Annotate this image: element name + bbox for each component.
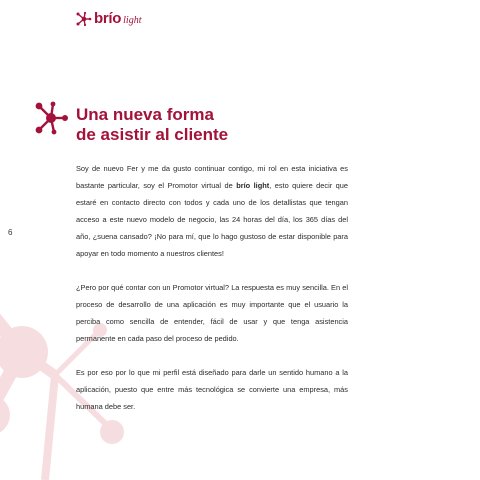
page-title: [76, 105, 376, 145]
title-line-2: de asistir al cliente: [76, 125, 229, 144]
body-text: [76, 160, 348, 432]
page-number: 6: [8, 228, 13, 237]
paragraph-2: ¿Pero por qué contar con un Promotor virtual? La respuesta es muy sencilla. En el proceso de desarrollo de una aplicación es muy importante que el usuario la perciba como sencilla de entender, fácil de usar y que tenga asistencia permanente en cada paso del proceso de pedido.: [76, 283, 348, 343]
title-line-1: Una nueva forma: [76, 105, 214, 124]
paragraph-1: [76, 160, 348, 262]
molecule-icon: [76, 11, 92, 27]
logo-wordmark: brío: [94, 10, 122, 27]
molecule-icon: [35, 101, 69, 135]
paragraph-3: Es por eso por lo que mi perfil está diseñado para darle un sentido humano a la aplicación, puesto que entre más tecnológica se convierte una empresa, más humana debe ser.: [76, 368, 348, 411]
paragraph-1-text-end: , esto quiere decir que estaré en contacto directo con todos y cada uno de los detallistas que tengan acceso a este nuevo modelo de negocio, las 24 horas del día, los 365 días del año, ¿suena cansado? ¡No para mí, que lo hago gustoso de estar disponible para apoyar en todo momento a nuestros clientes!: [76, 181, 348, 258]
brand-logo: [76, 10, 141, 28]
paragraph-1-text-start: Soy de nuevo Fer y me da gusto continuar contigo, mi rol en esta iniciativa es bastante particular, soy el Promotor virtual de: [76, 164, 348, 190]
logo-subtext: light: [123, 15, 142, 26]
brand-name-bold: brío light: [236, 181, 270, 190]
